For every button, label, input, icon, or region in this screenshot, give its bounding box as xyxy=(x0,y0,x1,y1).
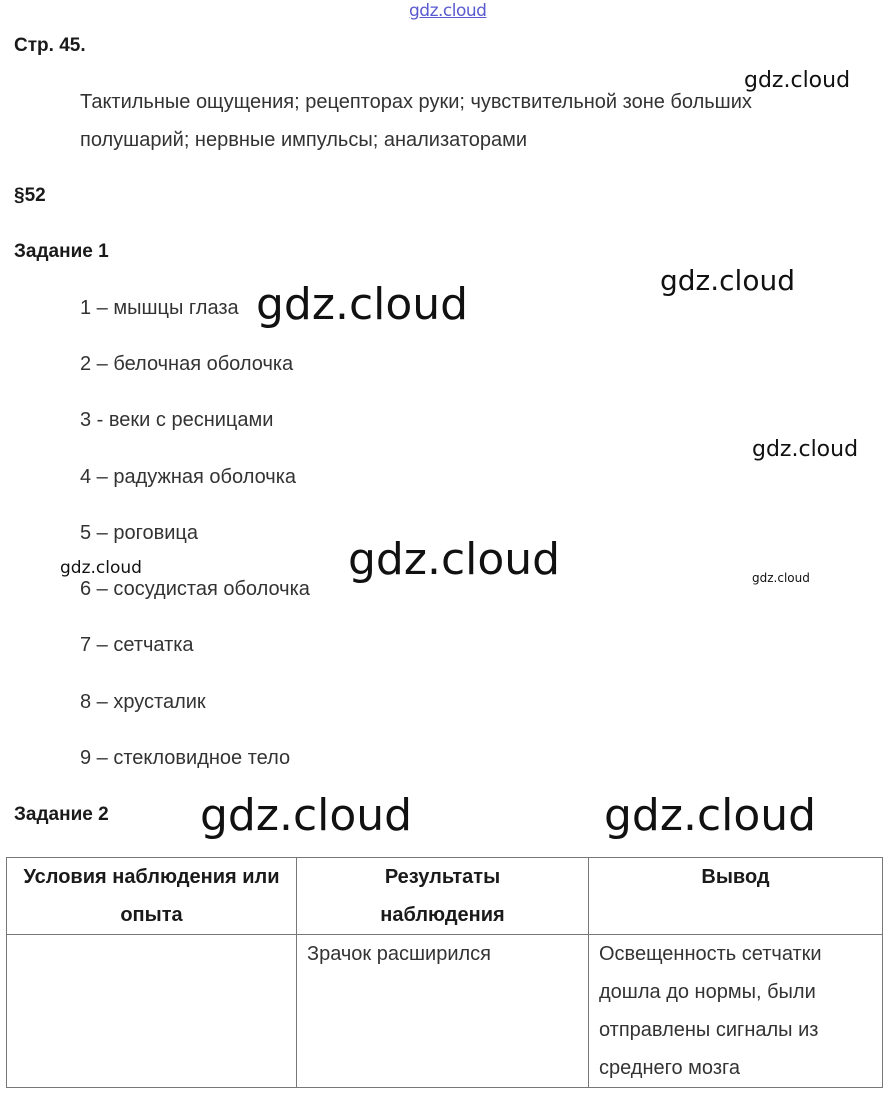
table-header-row xyxy=(7,858,883,935)
section-number: §52 xyxy=(14,185,46,206)
watermark-top-link[interactable]: gdz.cloud xyxy=(409,1,487,21)
list-item: 4 – радужная оболочка xyxy=(80,466,297,488)
watermark: gdz.cloud xyxy=(744,68,851,93)
watermark: gdz.cloud xyxy=(752,571,810,585)
observation-table xyxy=(6,857,883,1088)
list-item: 9 – стекловидное тело xyxy=(80,747,291,769)
table-cell-conditions xyxy=(7,935,297,1088)
watermark: gdz.cloud xyxy=(604,790,817,841)
watermark: gdz.cloud xyxy=(660,264,795,297)
column-header-results: Результаты наблюдения xyxy=(297,858,589,935)
table-cell-results: Зрачок расширился xyxy=(297,935,589,1088)
list-item: 8 – хрусталик xyxy=(80,691,206,713)
list-item: 1 – мышцы глаза xyxy=(80,297,239,319)
list-item: 3 - веки с ресницами xyxy=(80,409,274,431)
table-row xyxy=(7,935,883,1088)
table-cell-conclusion: Освещенность сетчатки дошла до нормы, были отправлены сигналы из среднего мозга xyxy=(589,935,883,1088)
task-1-title: Задание 1 xyxy=(14,241,109,262)
answer-text-line-2: полушарий; нервные импульсы; анализаторами xyxy=(80,129,528,151)
watermark: gdz.cloud xyxy=(348,534,561,585)
list-item: 6 – сосудистая оболочка xyxy=(80,578,310,600)
page-reference: Стр. 45. xyxy=(14,35,86,56)
list-item: 2 – белочная оболочка xyxy=(80,353,294,375)
watermark: gdz.cloud xyxy=(256,279,469,330)
column-header-conditions: Условия наблюдения или опыта xyxy=(7,858,297,935)
column-header-conclusion: Вывод xyxy=(589,858,883,935)
watermark: gdz.cloud xyxy=(60,558,142,578)
list-item: 7 – сетчатка xyxy=(80,634,194,656)
watermark: gdz.cloud xyxy=(752,437,859,462)
list-item: 5 – роговица xyxy=(80,522,198,544)
task-2-title: Задание 2 xyxy=(14,804,109,825)
answer-text-line-1: Тактильные ощущения; рецепторах руки; чувствительной зоне больших xyxy=(80,91,752,113)
watermark: gdz.cloud xyxy=(200,790,413,841)
